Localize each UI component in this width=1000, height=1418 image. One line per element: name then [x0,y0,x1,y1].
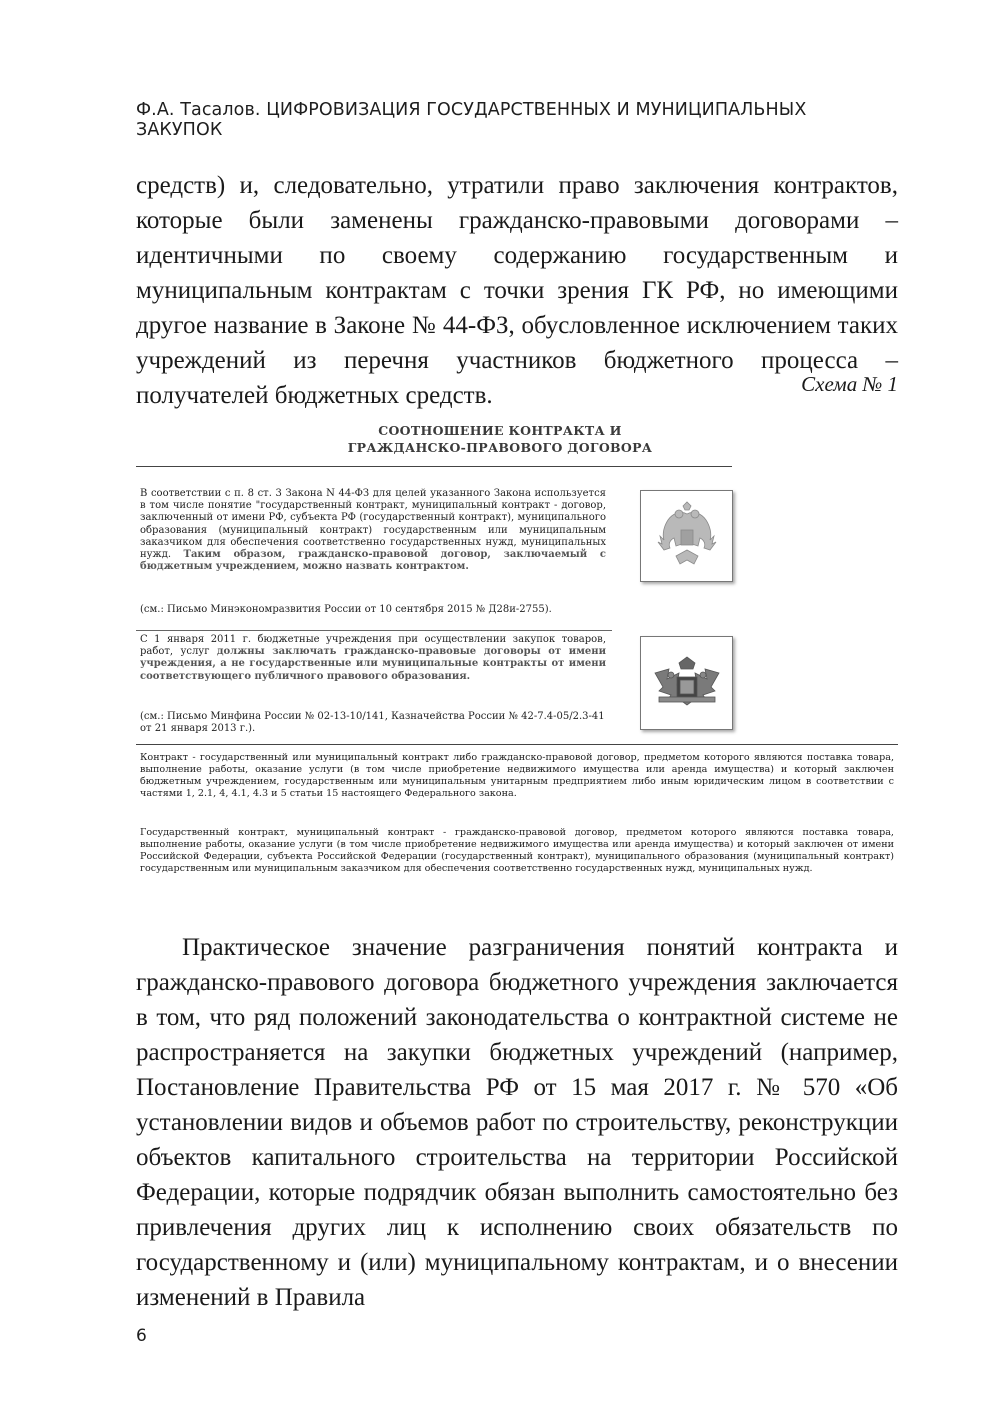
body-paragraph-1: средств) и, следовательно, утратили право заключения контрактов, которые были заменены гражданско-правовыми договорами – идентичными по своему содержанию государственным и муниципальным контрактам с точки зрения ГК РФ, но имеющими другое название в Законе № 44-ФЗ, обусловленное исключением таких учреждений из перечня участников бюджетного процесса – получателей бюджетных средств. [136,172,898,409]
scheme-box-2-body: С 1 января 2011 г. бюджетные учреждения при осуществлении закупок товаров, работ, услуг [140,634,606,658]
scheme-box-2-text [140,634,606,683]
scheme-bottom-divider [136,744,898,745]
scheme-box-1-text [140,488,606,573]
definition-contract: Контракт - государственный или муниципальный контракт либо гражданско-правовой договор, предметом которого являются поставка товара, выполнение работы, оказание услуги (в том числе приобретение недвижимого имущества или аренда имущества) и который заключен бюджетным учреждением, государственным или муниципальным унитарным предприятием либо иным юридическим лицом в соответствии с частями 1, 2.1, 4, 4.1, 4.3 и 5 статьи 15 настоящего Федерального закона. [140,752,894,800]
body-paragraph-2: Практическое значение разграничения понятий контракта и гражданско-правового договора бюджетного учреждения заключается в том, что ряд положений законодательства о контрактной системе не распространяется на закупки бюджетных учреждений (например, Постановление Правительства РФ от 15 мая 2017 г. № 570 «Об установлении видов и объемов работ по строительству, реконструкции объектов капитального строительства на территории Российской Федерации, которые подрядчик обязан выполнить самостоятельно без привлечения других лиц к исполнению своих обязательств по государственному и (или) муниципальному контрактам, и о внесении изменений в Правила [136,934,898,1311]
scheme-title-line-1: СООТНОШЕНИЕ КОНТРАКТА И [378,423,622,438]
emblem-frame-2 [640,636,733,730]
emblem-frame-1 [640,490,733,582]
scheme-box-2-top-divider [136,630,612,631]
definition-state-contract: Государственный контракт, муниципальный контракт - гражданско-правовой договор, предметом которого являются поставка товара, выполнение работы, оказание услуги (в том числе приобретение недвижимого имущества или аренда имущества) и который заключен от имени Российской Федерации, субъекта Российской Федерации (государственный контракт), муниципального образования (муниципальный контракт) государственным или муниципальным заказчиком для обеспечения соответственно государственных нужд, муниципальных нужд. [140,827,894,875]
russian-coat-of-arms-icon [652,500,722,572]
scheme-box-2-emphasis: должны заключать гражданско-правовые договоры от имени учреждения, а не государственные или муниципальные контракты от имени соответствующего публичного правового образования. [140,646,606,682]
scheme-top-divider [136,466,732,467]
scheme-title-line-2: ГРАЖДАНСКО-ПРАВОВОГО ДОГОВОРА [347,440,653,455]
scheme-box-1-conclusion: Таким образом, гражданско-правовой договор, заключаемый с бюджетным учреждением, можно назвать контрактом. [140,549,606,573]
treasury-emblem-icon [649,651,725,715]
scheme-label: Схема № 1 [801,372,898,396]
scheme-title [280,422,720,456]
page-number: 6 [136,1326,147,1346]
running-header: Ф.А. Тасалов. ЦИФРОВИЗАЦИЯ ГОСУДАРСТВЕННЫХ И МУНИЦИПАЛЬНЫХ ЗАКУПОК [136,100,807,140]
scheme-box-2-note: (см.: Письмо Минфина России № 02-13-10/141, Казначейства России № 42-7.4-05/2.3-41 от 21 января 2013 г.). [140,711,605,735]
scheme-box-1-note: (см.: Письмо Минэкономразвития России от 10 сентября 2015 № Д28и-2755). [140,604,552,615]
scheme-box-1-body: В соответствии с п. 8 ст. 3 Закона N 44-ФЗ для целей указанного Закона используется в том числе понятие "государственный контракт, муниципальный контракт - договор, заключенный от имени РФ, субъекта РФ (государственный контракт), муниципального образования (муниципальный контракт) государственным или муниципальным заказчиком для обеспечения соответственно государственных нужд, муниципальных нужд. [140,488,606,561]
